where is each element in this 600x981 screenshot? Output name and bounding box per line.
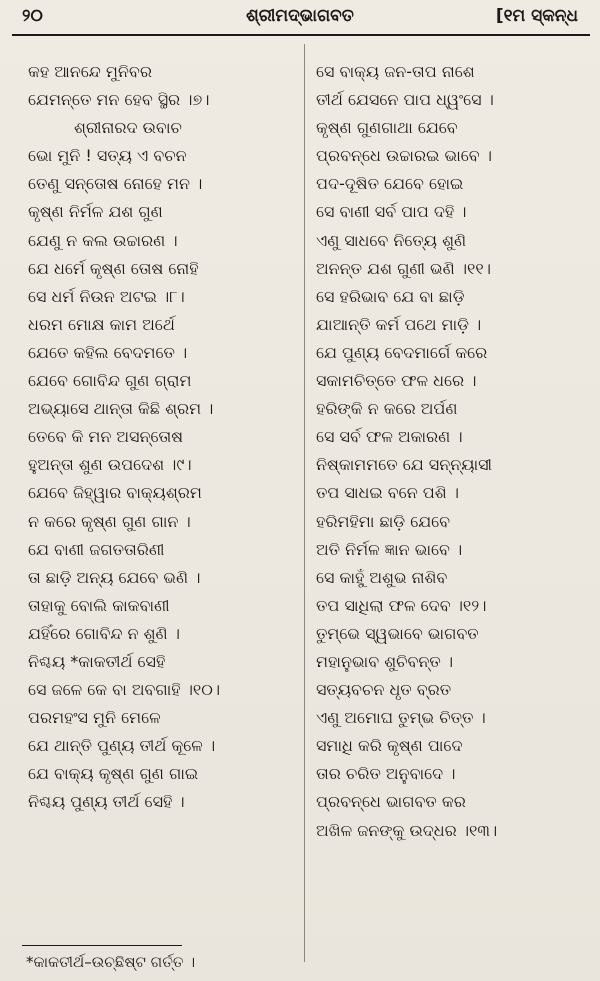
verse-line: ଏଣୁ ସାଧବେ ନିତ୍ୟେ ଶୁଣି xyxy=(316,230,467,250)
verse-line: ସେ ସର୍ବ ଫଳ ଅକାରଣ । xyxy=(316,427,463,447)
verse-line: ତପ ସାଧଇ ବନେ ପଶି । xyxy=(316,483,459,503)
verse-line: ଅତି ନିର୍ମଳ ଜ୍ଞାନ ଭାବେ । xyxy=(316,539,463,559)
verse-line: ହୁଅନ୍ତା ଶୁଣ ଉପଦେଶ ।୯। xyxy=(28,455,192,475)
header-rule xyxy=(12,34,590,36)
section-heading: ଶ୍ରୀନାରଦ ଉବାଚ xyxy=(74,118,182,138)
verse-line: ଯେ ଧର୍ମେ କୃଷ୍ଣ ତୋଷ ନୋହି xyxy=(28,258,199,278)
page-header xyxy=(0,0,600,36)
verse-line: ନିଶ୍ଚୟ ପୁଣ୍ୟ ତୀର୍ଥ ସେହି । xyxy=(28,792,185,812)
verse-line: ଧରମ ମୋକ୍ଷ କାମ ଅର୍ଥେ xyxy=(28,314,175,334)
verse-line: ଯେ ବାଣୀ ଜଗତତାରିଣୀ xyxy=(28,539,165,559)
footnote: *କାକତୀର୍ଥ–ଉଚ୍ଛିଷ୍ଟ ଗର୍ତ୍ତ । xyxy=(26,953,196,971)
verse-line: ତା ଛାଡ଼ି ଅନ୍ୟ ଯେବେ ଭଣି । xyxy=(28,567,201,587)
verse-line: ଯେବେ ଗୋବିନ୍ଦ ଗୁଣ ଗ୍ରାମ xyxy=(28,371,192,391)
verse-line: ଯେ ବାକ୍ୟ କୃଷ୍ଣ ଗୁଣ ଗାଇ xyxy=(28,764,199,784)
verse-line: ଅନନ୍ତ ଯଶ ଗୁଣୀ ଭଣି ।୧୧। xyxy=(316,258,491,278)
verse-line: ପଦ-ଦୂଷିତ ଯେବେ ହୋଇ xyxy=(316,174,464,194)
verse-line: ଭୋ ମୁନି ! ସତ୍ୟ ଏ ବଚନ xyxy=(28,146,187,166)
verse-line: ସମାଧି କରି କୃଷ୍ଣ ପାଦେ xyxy=(316,736,463,756)
verse-line: ସେ ହରିଭାବ ଯେ ବା ଛାଡ଼ି xyxy=(316,286,465,306)
footnote-rule xyxy=(22,945,182,946)
verse-line: ଯେଣୁ ନ କଲ ଉଚ୍ଚାରଣ । xyxy=(28,230,178,250)
verse-line: ଯେତେ କହିଲ ବେଦମତେ । xyxy=(28,342,188,362)
left-verse-column xyxy=(28,58,300,817)
right-verse-column xyxy=(316,58,590,845)
skandha-label: [୧ମ ସ୍କନ୍ଧ xyxy=(495,6,578,26)
verse-line: ସେ ବାକ୍ୟ ଜନ-ତାପ ନାଶେ xyxy=(316,62,475,81)
verse-line: ତୁମ୍ଭେ ସ୍ୱଭାବେ ଭାଗବତ xyxy=(316,623,479,643)
verse-line: ସେ ଧର୍ମ ନିଉନ ଅଟଇ ।୮। xyxy=(28,286,185,306)
verse-line: ସେ ଜଳେ କେ ବା ଅବଗାହି ।୧୦। xyxy=(28,680,221,700)
verse-line: ନ କରେ କୃଷ୍ଣ ଗୁଣ ଗାନ । xyxy=(28,511,191,531)
verse-line: ତେଣୁ ସନ୍ତୋଷ ନୋହେ ମନ । xyxy=(28,174,203,194)
verse-line: କହ ଆନନ୍ଦେ ମୁନିବର xyxy=(28,62,152,81)
verse-line: ପ୍ରବନ୍ଧେ ଭାଗବତ କର xyxy=(316,792,466,812)
verse-line: ଯହିଁରେ ଗୋବିନ୍ଦ ନ ଶୁଣି । xyxy=(28,623,180,643)
verse-line: ସେ କାହୁଁ ଅଶୁଭ ନାଶିବ xyxy=(316,567,448,587)
verse-line: ତପ ସାଧିଲା ଫଳ ଦେବ ।୧୨। xyxy=(316,595,487,615)
verse-line: ମହାନୁଭାବ ଶୁଚିବନ୍ତ । xyxy=(316,651,454,671)
verse-line: ପରମହଂସ ମୁନି ମେଳେ xyxy=(28,708,161,728)
verse-line: ତାହାକୁ ବୋଲି କାକବାଣୀ xyxy=(28,595,170,615)
verse-line: କୃଷ୍ଣ ଗୁଣଗାଥା ଯେବେ xyxy=(316,118,458,138)
page-number: ୨୦ xyxy=(22,6,43,26)
verse-line: ଯେମନ୍ତେ ମନ ହେବ ସ୍ଥିର ।୭। xyxy=(28,90,210,110)
verse-line: ସକାମଚିତ୍ତେ ଫଳ ଧରେ । xyxy=(316,371,477,391)
verse-line: କୃଷ୍ଣ ନିର୍ମଳ ଯଶ ଗୁଣ xyxy=(28,202,163,222)
verse-line: ସତ୍ୟବଚନ ଧୃତ ବ୍ରତ xyxy=(316,680,452,700)
verse-line: ଏଣୁ ଅମୋଘ ତୁମ୍ଭ ଚିତ୍ତ । xyxy=(316,708,486,728)
verse-line: ଯାଆନ୍ତି କର୍ମ ପଥେ ମାଡ଼ି । xyxy=(316,314,482,334)
column-divider xyxy=(304,44,305,962)
verse-line: ଅଭ୍ୟାସେ ଥାନ୍ତା କିଛି ଶ୍ରମ । xyxy=(28,399,214,419)
verse-line: ଅଖିଳ ଜନଙ୍କୁ ଉଦ୍ଧର ।୧୩। xyxy=(316,820,498,840)
verse-line: ଯେବେ ଜିହ୍ୱାର ବାକ୍ୟଶ୍ରମ xyxy=(28,483,202,503)
book-title: ଶ୍ରୀମଦ୍‌ଭାଗବତ xyxy=(246,6,354,26)
verse-line: ନିଶ୍ଚୟ *କାକତୀର୍ଥ ସେହି xyxy=(28,651,166,671)
verse-line: ପ୍ରବନ୍ଧେ ଉଚ୍ଚାରଇ ଭାବେ । xyxy=(316,146,492,166)
verse-line: ହରିମହିମା ଛାଡ଼ି ଯେବେ xyxy=(316,511,451,531)
verse-line: ଯେ ଥାନ୍ତି ପୁଣ୍ୟ ତୀର୍ଥ କୂଳେ । xyxy=(28,736,216,756)
verse-line: ତାର ଚରିତ ଅନୁବାଦେ । xyxy=(316,764,456,784)
verse-line: ତୀର୍ଥ ଯେସନେ ପାପ ଧ୍ୱଂସେ । xyxy=(316,90,494,110)
verse-line: ତେବେ କି ମନ ଅସନ୍ତୋଷ xyxy=(28,427,184,447)
verse-line: ସେ ବାଣୀ ସର୍ବ ପାପ ଦହି । xyxy=(316,202,467,222)
verse-line: ଯେ ପୁଣ୍ୟ ବେଦମାର୍ଗେ କରେ xyxy=(316,342,488,362)
verse-line: ହରିଙ୍କି ନ କରେ ଅର୍ପଣ xyxy=(316,399,458,419)
verse-line: ନିଷ୍କାମମତେ ଯେ ସନ୍ନ୍ୟାସୀ xyxy=(316,455,493,475)
